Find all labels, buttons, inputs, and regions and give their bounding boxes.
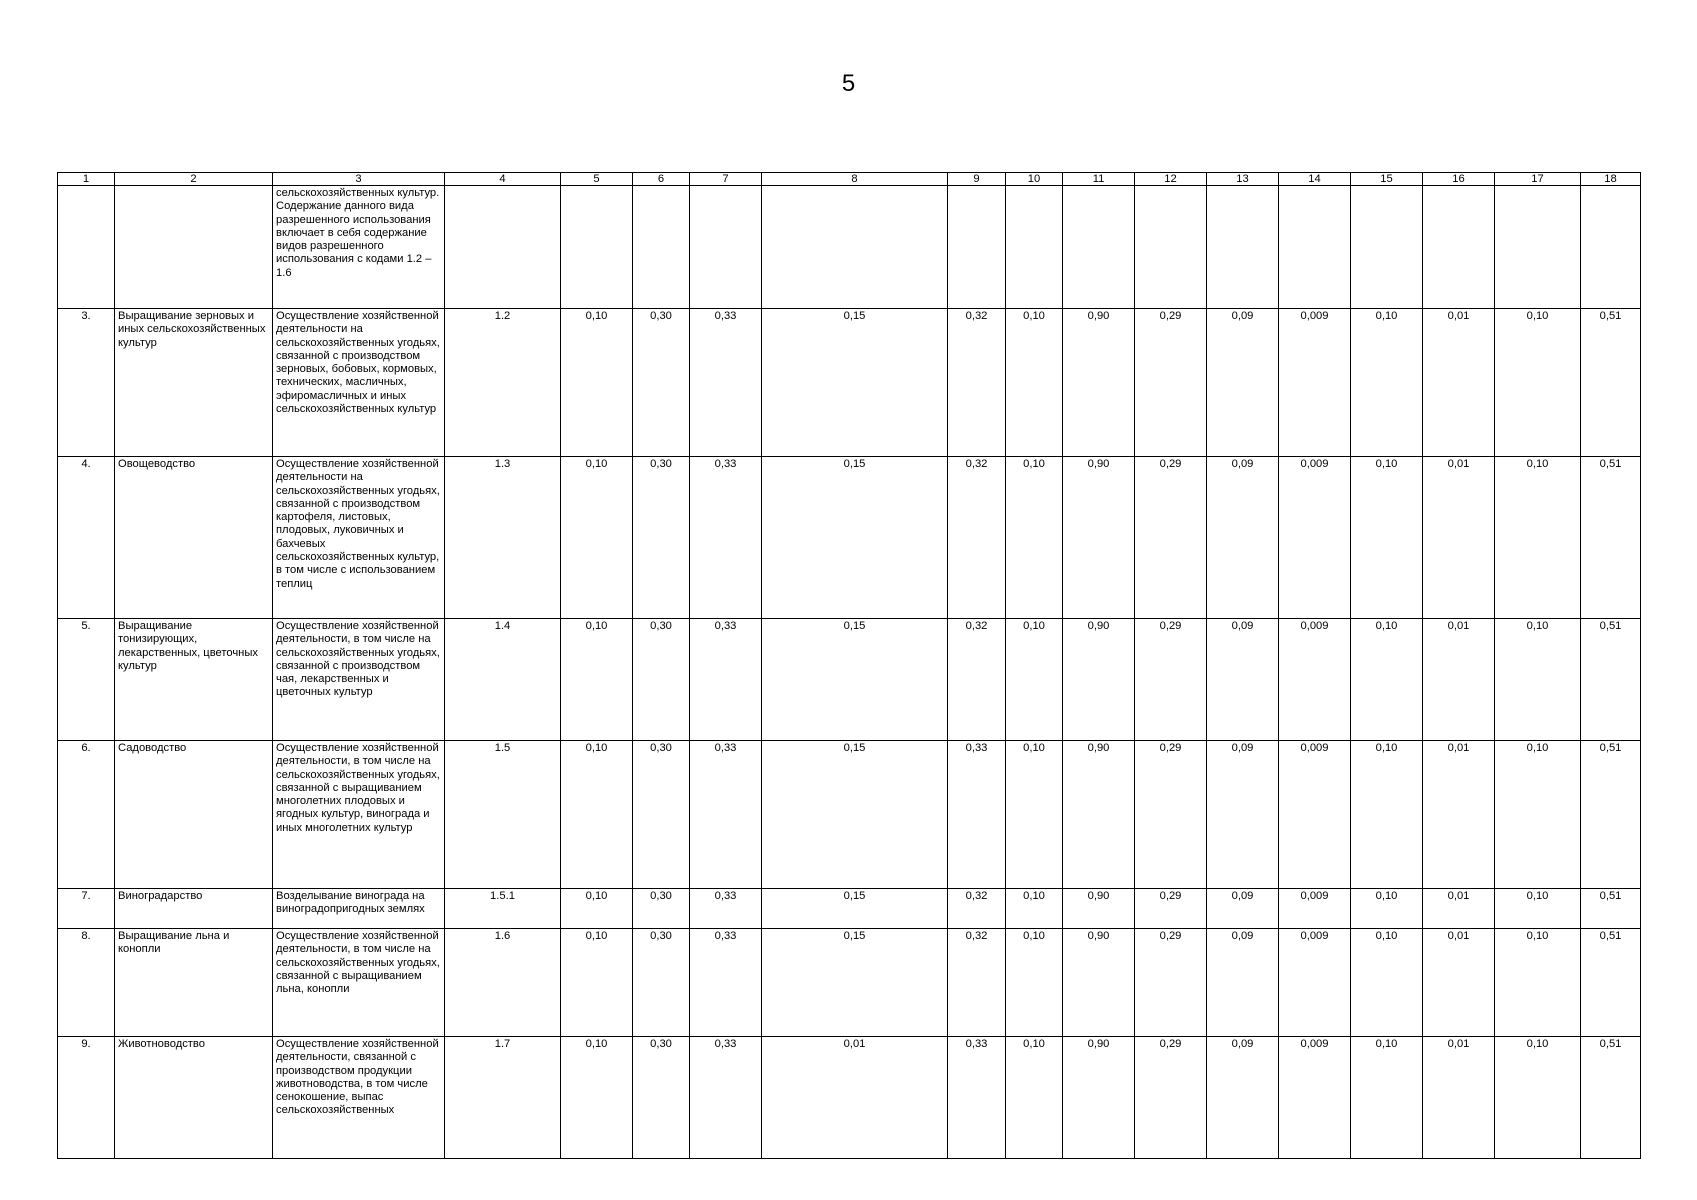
cell-value: 0,90 — [1063, 889, 1135, 929]
cell-empty — [948, 186, 1006, 309]
table-row-continuation — [58, 186, 1641, 309]
cell-value: 0,009 — [1279, 457, 1351, 619]
column-header-16: 16 — [1423, 173, 1495, 186]
cell-value: 0,09 — [1207, 457, 1279, 619]
cell-value: 0,09 — [1207, 309, 1279, 457]
cell-empty — [1581, 186, 1641, 309]
cell-value: 0,09 — [1207, 929, 1279, 1037]
cell-value: 0,10 — [1006, 929, 1063, 1037]
cell-empty — [1006, 186, 1063, 309]
cell-value: 0,51 — [1581, 741, 1641, 889]
cell-code: 1.3 — [445, 457, 561, 619]
cell-no: 9. — [58, 1037, 115, 1159]
cell-value: 0,10 — [561, 889, 633, 929]
cell-description: Осуществление хозяйственной деятельности на сельскохозяйственных угодьях, связанной с производством зерновых, бобовых, кормовых, технических, масличных, эфиромасличных и иных сельскохозяйственных культур — [273, 309, 445, 457]
cell-value: 0,10 — [561, 619, 633, 741]
cell-name: Выращивание зерновых и иных сельскохозяйственных культур — [115, 309, 273, 457]
cell-description: Осуществление хозяйственной деятельности, в том числе на сельскохозяйственных угодьях, связанной с производством чая, лекарственных и цветочных культур — [273, 619, 445, 741]
column-header-5: 5 — [561, 173, 633, 186]
cell-value: 0,32 — [948, 457, 1006, 619]
cell-empty — [1135, 186, 1207, 309]
cell-value: 0,32 — [948, 309, 1006, 457]
table-row — [58, 889, 1641, 929]
cell-value: 0,10 — [561, 309, 633, 457]
cell-empty — [561, 186, 633, 309]
cell-value: 0,10 — [1351, 619, 1423, 741]
cell-value: 0,32 — [948, 619, 1006, 741]
cell-code: 1.6 — [445, 929, 561, 1037]
cell-value: 0,30 — [633, 457, 690, 619]
cell-code: 1.7 — [445, 1037, 561, 1159]
cell-empty — [1351, 186, 1423, 309]
table-row — [58, 741, 1641, 889]
cell-value: 0,29 — [1135, 619, 1207, 741]
cell-value: 0,09 — [1207, 741, 1279, 889]
cell-value: 0,33 — [690, 1037, 762, 1159]
cell-value: 0,90 — [1063, 309, 1135, 457]
cell-value: 0,33 — [690, 619, 762, 741]
cell-no: 8. — [58, 929, 115, 1037]
cell-value: 0,10 — [561, 457, 633, 619]
column-header-3: 3 — [273, 173, 445, 186]
cell-name: Выращивание льна и конопли — [115, 929, 273, 1037]
cell-value: 0,01 — [1423, 457, 1495, 619]
column-header-14: 14 — [1279, 173, 1351, 186]
column-header-10: 10 — [1006, 173, 1063, 186]
cell-value: 0,01 — [1423, 741, 1495, 889]
cell-value: 0,33 — [948, 741, 1006, 889]
cell-value: 0,90 — [1063, 457, 1135, 619]
table-row — [58, 457, 1641, 619]
cell-value: 0,51 — [1581, 309, 1641, 457]
cell-no: 6. — [58, 741, 115, 889]
cell-value: 0,33 — [948, 1037, 1006, 1159]
cell-value: 0,10 — [1351, 457, 1423, 619]
cell-value: 0,10 — [1006, 619, 1063, 741]
cell-empty — [1495, 186, 1581, 309]
cell-value: 0,10 — [561, 929, 633, 1037]
cell-value: 0,01 — [1423, 619, 1495, 741]
data-table — [57, 172, 1641, 1159]
cell-value: 0,009 — [1279, 619, 1351, 741]
cell-value: 0,29 — [1135, 889, 1207, 929]
cell-value: 0,15 — [762, 889, 948, 929]
header-row — [58, 173, 1641, 186]
cell-name: Животноводство — [115, 1037, 273, 1159]
table-row — [58, 1037, 1641, 1159]
cell-value: 0,10 — [1006, 309, 1063, 457]
column-header-4: 4 — [445, 173, 561, 186]
cell-no: 3. — [58, 309, 115, 457]
cell-value: 0,10 — [1351, 309, 1423, 457]
cell-value: 0,51 — [1581, 619, 1641, 741]
cell-value: 0,10 — [1006, 1037, 1063, 1159]
cell-value: 0,15 — [762, 619, 948, 741]
cell-value: 0,009 — [1279, 929, 1351, 1037]
cell-value: 0,33 — [690, 929, 762, 1037]
cell-value: 0,30 — [633, 619, 690, 741]
column-header-8: 8 — [762, 173, 948, 186]
cell-value: 0,10 — [1006, 741, 1063, 889]
cell-value: 0,009 — [1279, 1037, 1351, 1159]
cell-value: 0,10 — [1351, 929, 1423, 1037]
cell-no — [58, 186, 115, 309]
cell-value: 0,10 — [1006, 889, 1063, 929]
table-row — [58, 309, 1641, 457]
cell-value: 0,15 — [762, 309, 948, 457]
cell-value: 0,51 — [1581, 457, 1641, 619]
cell-value: 0,10 — [1351, 1037, 1423, 1159]
cell-value: 0,10 — [1495, 309, 1581, 457]
column-header-6: 6 — [633, 173, 690, 186]
cell-value: 0,30 — [633, 741, 690, 889]
cell-value: 0,15 — [762, 457, 948, 619]
cell-value: 0,01 — [1423, 889, 1495, 929]
column-header-15: 15 — [1351, 173, 1423, 186]
cell-name — [115, 186, 273, 309]
cell-empty — [690, 186, 762, 309]
column-header-1: 1 — [58, 173, 115, 186]
cell-value: 0,51 — [1581, 1037, 1641, 1159]
cell-value: 0,29 — [1135, 457, 1207, 619]
cell-value: 0,10 — [1495, 619, 1581, 741]
cell-value: 0,10 — [1351, 741, 1423, 889]
cell-value: 0,009 — [1279, 309, 1351, 457]
cell-name: Выращивание тонизирующих, лекарственных, цветочных культур — [115, 619, 273, 741]
cell-value: 0,29 — [1135, 309, 1207, 457]
cell-value: 0,51 — [1581, 889, 1641, 929]
cell-code: 1.5 — [445, 741, 561, 889]
cell-empty — [1063, 186, 1135, 309]
cell-description: Осуществление хозяйственной деятельности, связанной с производством продукции животноводства, в том числе сенокошение, выпас сельскохозяйственных — [273, 1037, 445, 1159]
cell-no: 7. — [58, 889, 115, 929]
cell-value: 0,10 — [1495, 929, 1581, 1037]
cell-no: 4. — [58, 457, 115, 619]
cell-description: Возделывание винограда на виноградопригодных землях — [273, 889, 445, 929]
cell-name: Виноградарство — [115, 889, 273, 929]
cell-description: Осуществление хозяйственной деятельности, в том числе на сельскохозяйственных угодьях, связанной с выращиванием льна, конопли — [273, 929, 445, 1037]
cell-value: 0,10 — [1495, 889, 1581, 929]
cell-name: Садоводство — [115, 741, 273, 889]
cell-value: 0,30 — [633, 889, 690, 929]
cell-value: 0,10 — [1495, 741, 1581, 889]
cell-value: 0,10 — [561, 741, 633, 889]
cell-description: Осуществление хозяйственной деятельности, в том числе на сельскохозяйственных угодьях, связанной с выращиванием многолетних плодовых и ягодных культур, винограда и иных многолетних культур — [273, 741, 445, 889]
cell-value: 0,09 — [1207, 889, 1279, 929]
page-number: 5 — [841, 70, 856, 97]
cell-empty — [1423, 186, 1495, 309]
table-row — [58, 929, 1641, 1037]
table-body — [58, 186, 1641, 1159]
cell-value: 0,30 — [633, 929, 690, 1037]
cell-value: 0,10 — [1351, 889, 1423, 929]
cell-value: 0,15 — [762, 741, 948, 889]
cell-value: 0,90 — [1063, 929, 1135, 1037]
column-header-18: 18 — [1581, 173, 1641, 186]
cell-code: 1.4 — [445, 619, 561, 741]
cell-value: 0,33 — [690, 889, 762, 929]
cell-value: 0,32 — [948, 929, 1006, 1037]
cell-value: 0,33 — [690, 309, 762, 457]
cell-name: Овощеводство — [115, 457, 273, 619]
cell-value: 0,90 — [1063, 619, 1135, 741]
cell-value: 0,15 — [762, 929, 948, 1037]
cell-value: 0,51 — [1581, 929, 1641, 1037]
cell-no: 5. — [58, 619, 115, 741]
cell-value: 0,10 — [1495, 1037, 1581, 1159]
cell-value: 0,33 — [690, 741, 762, 889]
cell-value: 0,90 — [1063, 741, 1135, 889]
column-header-13: 13 — [1207, 173, 1279, 186]
cell-empty — [633, 186, 690, 309]
column-header-12: 12 — [1135, 173, 1207, 186]
cell-value: 0,01 — [1423, 309, 1495, 457]
column-header-17: 17 — [1495, 173, 1581, 186]
cell-description: сельскохозяйственных культур. Содержание данного вида разрешенного использования включает в себя содержание видов разрешенного использования с кодами 1.2 – 1.6 — [273, 186, 445, 309]
cell-value: 0,01 — [1423, 1037, 1495, 1159]
cell-empty — [1207, 186, 1279, 309]
cell-value: 0,009 — [1279, 889, 1351, 929]
column-header-2: 2 — [115, 173, 273, 186]
cell-code: 1.2 — [445, 309, 561, 457]
cell-empty — [762, 186, 948, 309]
cell-value: 0,09 — [1207, 1037, 1279, 1159]
cell-value: 0,30 — [633, 1037, 690, 1159]
cell-value: 0,32 — [948, 889, 1006, 929]
cell-value: 0,009 — [1279, 741, 1351, 889]
table-row — [58, 619, 1641, 741]
cell-value: 0,10 — [1495, 457, 1581, 619]
cell-value: 0,29 — [1135, 1037, 1207, 1159]
cell-value: 0,30 — [633, 309, 690, 457]
cell-value: 0,29 — [1135, 929, 1207, 1037]
column-header-9: 9 — [948, 173, 1006, 186]
cell-value: 0,01 — [762, 1037, 948, 1159]
cell-value: 0,10 — [561, 1037, 633, 1159]
cell-code: 1.5.1 — [445, 889, 561, 929]
cell-value: 0,33 — [690, 457, 762, 619]
cell-value: 0,10 — [1006, 457, 1063, 619]
column-header-11: 11 — [1063, 173, 1135, 186]
cell-value: 0,09 — [1207, 619, 1279, 741]
cell-value: 0,90 — [1063, 1037, 1135, 1159]
cell-value: 0,29 — [1135, 741, 1207, 889]
cell-value: 0,01 — [1423, 929, 1495, 1037]
cell-empty — [1279, 186, 1351, 309]
column-header-7: 7 — [690, 173, 762, 186]
cell-empty — [445, 186, 561, 309]
cell-description: Осуществление хозяйственной деятельности на сельскохозяйственных угодьях, связанной с производством картофеля, листовых, плодовых, луковичных и бахчевых сельскохозяйственных культур, в том числе с использованием теплиц — [273, 457, 445, 619]
